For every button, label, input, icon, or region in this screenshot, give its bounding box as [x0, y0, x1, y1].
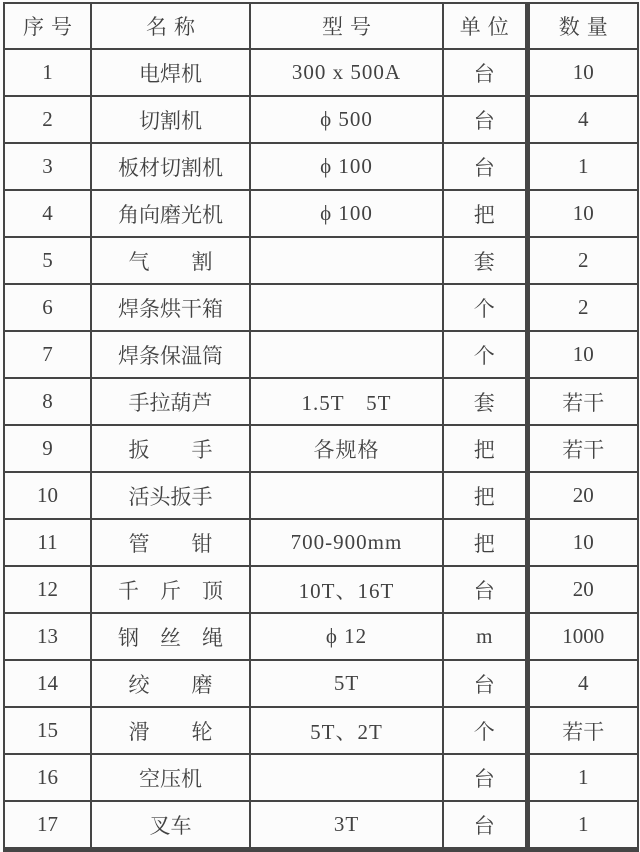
cell-no: 11 [4, 519, 91, 566]
cell-name: 焊条烘干箱 [91, 284, 250, 331]
cell-model: 10T、16T [250, 566, 443, 613]
table-row [4, 425, 638, 472]
cell-unit: 台 [443, 96, 527, 143]
table-row [4, 613, 638, 660]
cell-unit: 台 [443, 660, 527, 707]
table-row [4, 49, 638, 96]
cell-name: 滑 轮 [91, 707, 250, 754]
cell-name: 切割机 [91, 96, 250, 143]
cell-unit: 把 [443, 519, 527, 566]
cell-qty: 若干 [527, 707, 638, 754]
cell-no: 7 [4, 331, 91, 378]
cell-unit: 台 [443, 801, 527, 850]
cell-no: 5 [4, 237, 91, 284]
cell-unit: m [443, 613, 527, 660]
cell-unit: 台 [443, 566, 527, 613]
cell-qty: 2 [527, 284, 638, 331]
cell-qty: 4 [527, 660, 638, 707]
cell-model [250, 754, 443, 801]
cell-unit: 套 [443, 237, 527, 284]
table-row [4, 707, 638, 754]
cell-model: ϕ 500 [250, 96, 443, 143]
cell-name: 气 割 [91, 237, 250, 284]
table-row [4, 801, 638, 850]
cell-qty: 20 [527, 566, 638, 613]
cell-model: 5T、2T [250, 707, 443, 754]
cell-unit: 个 [443, 707, 527, 754]
cell-no: 17 [4, 801, 91, 850]
table-row [4, 143, 638, 190]
column-header-unit: 单位 [443, 3, 527, 49]
header-row [4, 3, 638, 49]
cell-no: 3 [4, 143, 91, 190]
cell-no: 9 [4, 425, 91, 472]
cell-qty: 1 [527, 143, 638, 190]
cell-model: 5T [250, 660, 443, 707]
table-row [4, 472, 638, 519]
cell-no: 16 [4, 754, 91, 801]
cell-model: 各规格 [250, 425, 443, 472]
table-row [4, 660, 638, 707]
cell-qty: 20 [527, 472, 638, 519]
cell-qty: 10 [527, 331, 638, 378]
cell-unit: 个 [443, 331, 527, 378]
cell-no: 6 [4, 284, 91, 331]
cell-no: 1 [4, 49, 91, 96]
cell-qty: 1 [527, 801, 638, 850]
cell-model: 3T [250, 801, 443, 850]
cell-unit: 把 [443, 472, 527, 519]
cell-model: ϕ 12 [250, 613, 443, 660]
table-row [4, 190, 638, 237]
cell-name: 绞 磨 [91, 660, 250, 707]
cell-model [250, 237, 443, 284]
equipment-table [3, 2, 639, 852]
table-row [4, 96, 638, 143]
cell-model [250, 472, 443, 519]
column-header-model: 型号 [250, 3, 443, 49]
cell-model: ϕ 100 [250, 143, 443, 190]
cell-name: 焊条保温筒 [91, 331, 250, 378]
cell-no: 13 [4, 613, 91, 660]
table-row [4, 754, 638, 801]
cell-unit: 把 [443, 425, 527, 472]
cell-qty: 1 [527, 754, 638, 801]
column-header-no: 序号 [4, 3, 91, 49]
table-row [4, 237, 638, 284]
column-header-qty: 数量 [527, 3, 638, 49]
cell-name: 空压机 [91, 754, 250, 801]
cell-qty: 若干 [527, 425, 638, 472]
table-row [4, 566, 638, 613]
cell-unit: 把 [443, 190, 527, 237]
cell-no: 4 [4, 190, 91, 237]
cell-name: 角向磨光机 [91, 190, 250, 237]
cell-no: 12 [4, 566, 91, 613]
table-row [4, 284, 638, 331]
cell-model: 300 x 500A [250, 49, 443, 96]
cell-qty: 10 [527, 519, 638, 566]
cell-name: 扳 手 [91, 425, 250, 472]
cell-qty: 2 [527, 237, 638, 284]
cell-no: 14 [4, 660, 91, 707]
cell-qty: 若干 [527, 378, 638, 425]
cell-unit: 个 [443, 284, 527, 331]
cell-unit: 台 [443, 49, 527, 96]
cell-name: 活头扳手 [91, 472, 250, 519]
cell-model: 1.5T 5T [250, 378, 443, 425]
cell-unit: 台 [443, 754, 527, 801]
cell-qty: 10 [527, 49, 638, 96]
cell-model: 700-900mm [250, 519, 443, 566]
cell-model: ϕ 100 [250, 190, 443, 237]
table-row [4, 519, 638, 566]
table-row [4, 331, 638, 378]
cell-qty: 1000 [527, 613, 638, 660]
cell-name: 电焊机 [91, 49, 250, 96]
cell-name: 板材切割机 [91, 143, 250, 190]
cell-name: 叉车 [91, 801, 250, 850]
table-row [4, 378, 638, 425]
cell-name: 钢 丝 绳 [91, 613, 250, 660]
cell-no: 10 [4, 472, 91, 519]
cell-unit: 台 [443, 143, 527, 190]
cell-qty: 10 [527, 190, 638, 237]
cell-name: 手拉葫芦 [91, 378, 250, 425]
cell-qty: 4 [527, 96, 638, 143]
cell-no: 15 [4, 707, 91, 754]
cell-model [250, 284, 443, 331]
column-header-name: 名称 [91, 3, 250, 49]
cell-no: 2 [4, 96, 91, 143]
cell-model [250, 331, 443, 378]
cell-unit: 套 [443, 378, 527, 425]
cell-name: 管 钳 [91, 519, 250, 566]
cell-no: 8 [4, 378, 91, 425]
cell-name: 千 斤 顶 [91, 566, 250, 613]
